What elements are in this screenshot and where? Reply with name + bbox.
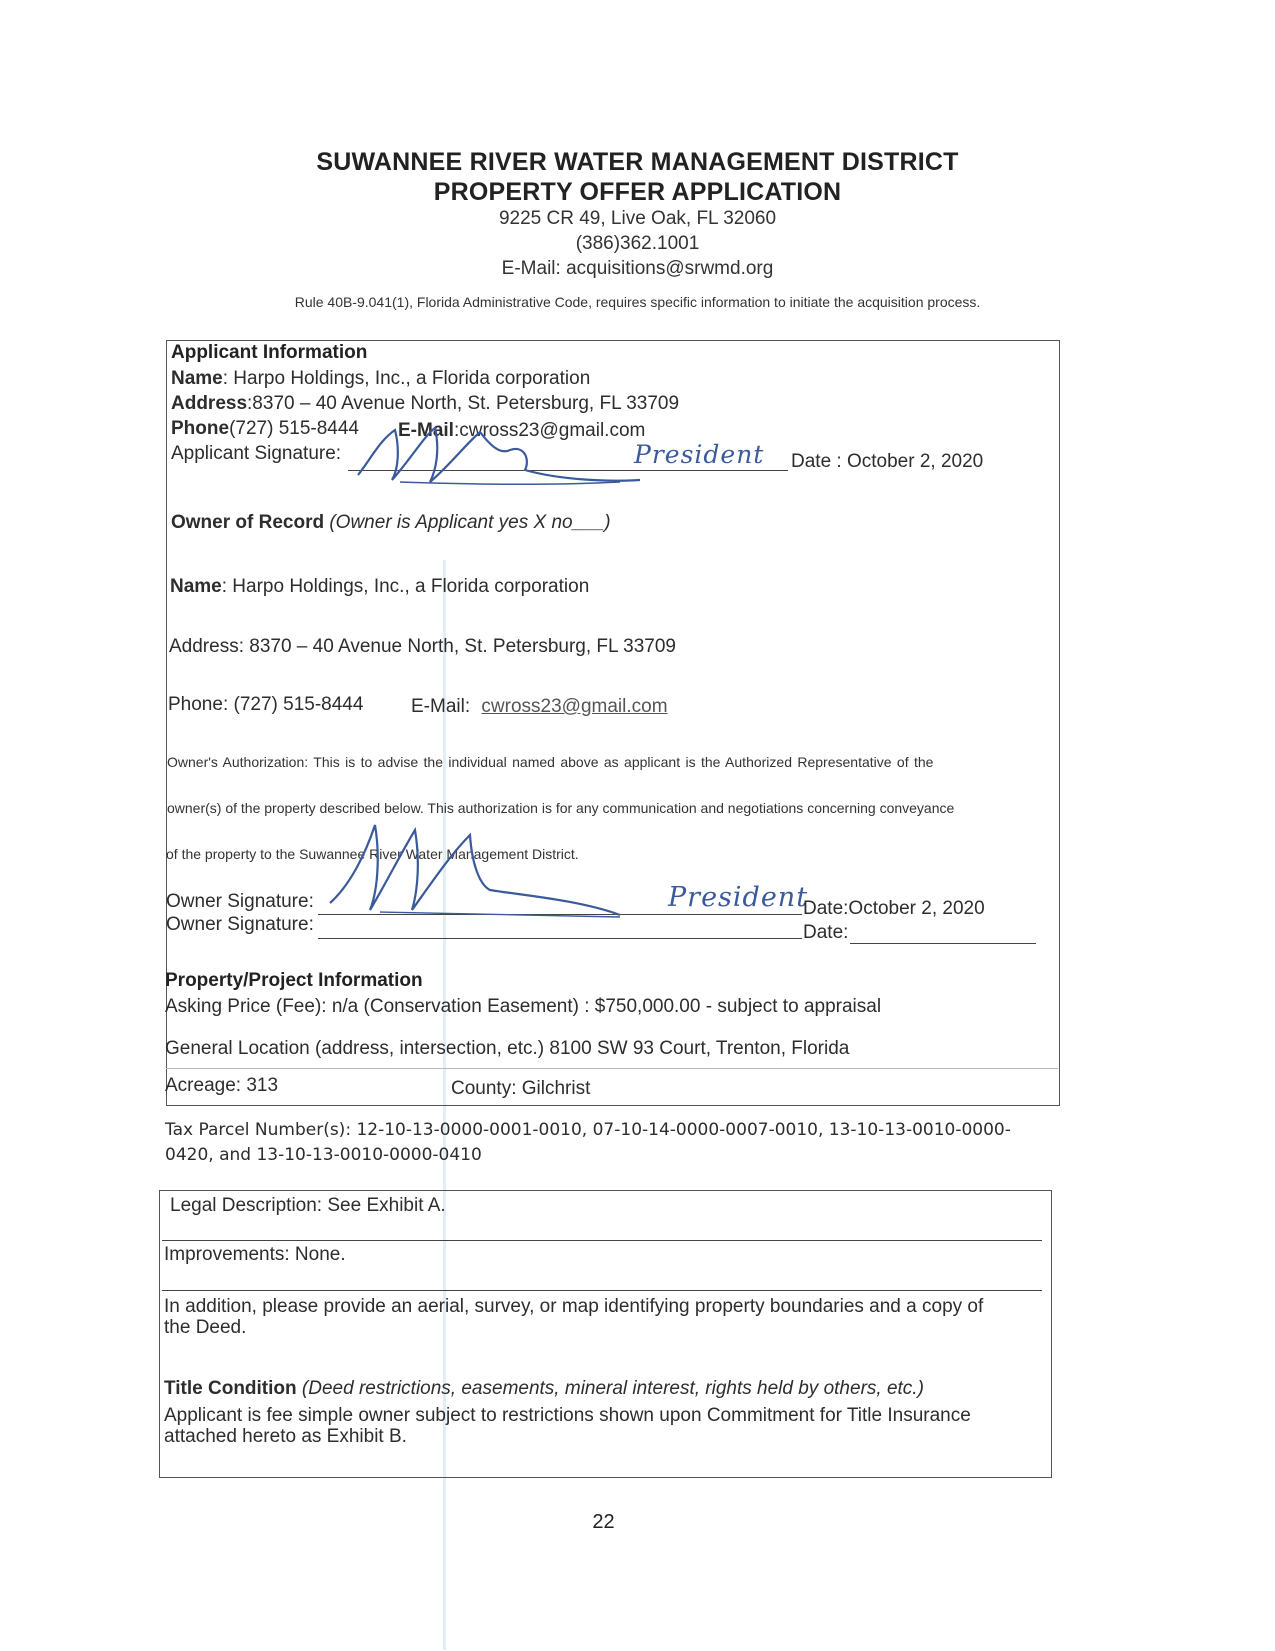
- owner-signature: [320, 815, 640, 945]
- applicant-email-value: :cwross23@gmail.com: [453, 420, 646, 441]
- owner-name-label: Name: [170, 576, 222, 597]
- title-condition-line-1: Applicant is fee simple owner subject to restrictions shown upon Commitment for Title Insurance: [164, 1405, 971, 1426]
- form-title: PROPERTY OFFER APPLICATION: [433, 178, 842, 206]
- owner-phone: Phone: (727) 515-8444: [168, 694, 364, 715]
- additional-request-line-2: the Deed.: [164, 1317, 247, 1338]
- applicant-email-label: E-Mail: [398, 420, 454, 441]
- owner-authorization-line-3: of the property to the Suwannee River Water Management District.: [166, 846, 579, 862]
- applicant-phone-row: [171, 418, 359, 440]
- applicant-name-label: Name: [171, 368, 223, 389]
- applicant-address-value: :8370 – 40 Avenue North, St. Petersburg, FL 33709: [247, 393, 680, 414]
- title-condition-heading: [164, 1378, 924, 1400]
- owner-signature-line-2: [318, 938, 802, 939]
- applicant-name-row: [171, 368, 590, 390]
- owner-authorization-line-1: Owner's Authorization: This is to advise the individual named above as applicant is the Authorized Representative of the: [167, 754, 934, 770]
- owner-is-applicant: (Owner is Applicant yes X no___): [329, 512, 611, 533]
- owner-date-1: Date:October 2, 2020: [803, 898, 985, 919]
- title-condition-label: Title Condition: [164, 1378, 297, 1399]
- title-condition-line-2: attached hereto as Exhibit B.: [164, 1426, 407, 1447]
- owner-section-title: Owner of Record: [171, 512, 325, 533]
- applicant-signature-label: Applicant Signature:: [171, 443, 342, 464]
- org-address: 9225 CR 49, Live Oak, FL 32060: [498, 208, 777, 229]
- applicant-section-title: Applicant Information: [171, 342, 368, 363]
- owner-date-2-line: [850, 943, 1036, 944]
- location-divider: [166, 1068, 1058, 1069]
- tax-parcels-line-2: 0420, and 13-10-13-0010-0000-0410: [165, 1145, 482, 1165]
- applicant-phone-value: (727) 515-8444: [229, 418, 359, 439]
- applicant-address-label: Address: [171, 393, 248, 414]
- improvements-line: [162, 1290, 1042, 1291]
- page-number: 22: [592, 1511, 615, 1533]
- owner-email-label: E-Mail:: [411, 696, 471, 717]
- owner-name-value: : Harpo Holdings, Inc., a Florida corporation: [221, 576, 590, 597]
- owner-heading-row: [171, 512, 611, 534]
- org-email: E-Mail: acquisitions@srwmd.org: [501, 258, 774, 279]
- owner-date-2: Date:: [803, 922, 849, 943]
- county: County: Gilchrist: [451, 1078, 591, 1099]
- owner-email-row: [411, 696, 668, 718]
- owner-signature-label-2: Owner Signature:: [166, 914, 314, 935]
- asking-price: Asking Price (Fee): n/a (Conservation Easement) : $750,000.00 - subject to appraisal: [165, 996, 882, 1017]
- general-location: General Location (address, intersection, etc.) 8100 SW 93 Court, Trenton, Florida: [165, 1038, 850, 1059]
- property-section-title: Property/Project Information: [165, 970, 423, 991]
- owner-email-link[interactable]: cwross23@gmail.com: [481, 696, 668, 717]
- org-title: SUWANNEE RIVER WATER MANAGEMENT DISTRICT: [316, 148, 959, 176]
- owner-name-row: [170, 576, 589, 598]
- additional-request-line-1: In addition, please provide an aerial, survey, or map identifying property boundaries and a copy of: [164, 1296, 984, 1317]
- improvements: Improvements: None.: [164, 1244, 346, 1265]
- tax-parcels-line-1: Tax Parcel Number(s): 12-10-13-0000-0001-0010, 07-10-14-0000-0007-0010, 13-10-13-0010-0000-: [165, 1120, 1011, 1140]
- applicant-address-row: [171, 393, 679, 415]
- applicant-phone-label: Phone: [171, 418, 230, 439]
- owner-signature-title: President: [668, 882, 809, 913]
- acreage: Acreage: 313: [165, 1075, 279, 1096]
- owner-signature-label-1: Owner Signature:: [166, 891, 314, 912]
- rule-notice: Rule 40B-9.041(1), Florida Administrative Code, requires specific information to initiate the acquisition process.: [294, 294, 981, 310]
- title-condition-hint: (Deed restrictions, easements, mineral interest, rights held by others, etc.): [301, 1378, 924, 1399]
- legal-description: Legal Description: See Exhibit A.: [170, 1195, 446, 1216]
- org-phone: (386)362.1001: [575, 233, 700, 254]
- applicant-date: Date : October 2, 2020: [791, 451, 984, 472]
- applicant-name-value: : Harpo Holdings, Inc., a Florida corporation: [222, 368, 591, 389]
- owner-address: Address: 8370 – 40 Avenue North, St. Petersburg, FL 33709: [169, 636, 676, 657]
- owner-authorization-line-2: owner(s) of the property described below. This authorization is for any communication and negotiations concerning conveyance: [167, 800, 955, 816]
- applicant-signature-title: President: [634, 440, 765, 469]
- legal-description-line: [162, 1240, 1042, 1241]
